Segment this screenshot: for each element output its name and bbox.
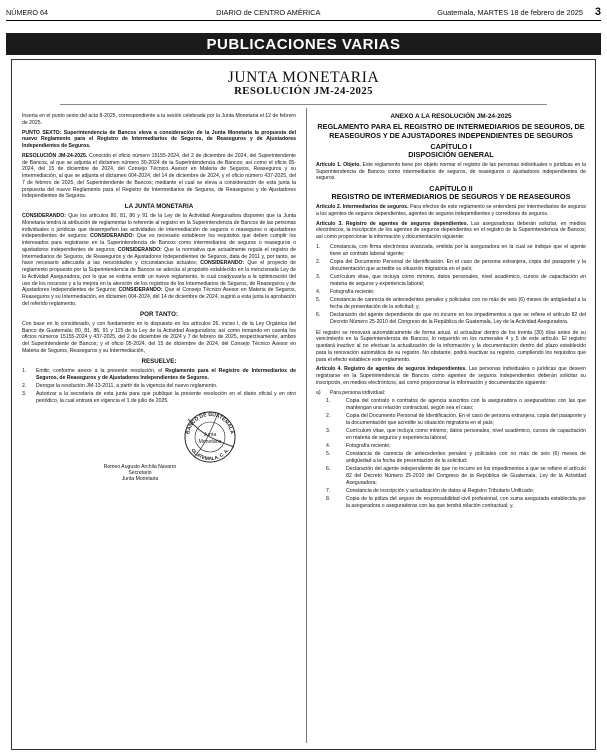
seal-stamp-icon — [174, 407, 246, 465]
article-4-list — [316, 390, 586, 397]
chapter-2-label: CAPÍTULO II — [429, 184, 473, 194]
article-3-closing: El registro se renovará automáticamente de forma anual, al actualizar dentro de los treinta (30) días antes de su vencimiento en la Superintendencia de Bancos, lo requerido en los numerales 4 y 5 de este artículo. El registro quedará inactivo al no efectuar la actualización de la información y la documentación dentro del plazo establecido para la renovación automática de su registro. No obstante, podrá reactivar su registro, cumpliendo los requisitos que para el efecto establece este reglamento. — [316, 329, 586, 363]
article-1: Artículo 1. Objeto. Este reglamento tiene por objeto normar el registro de las personas individuales o jurídicas en la Superintendencia de Bancos como intermediarios de seguros, de reaseguros o ajustadores independientes de seguros. — [316, 161, 586, 182]
list-item: 4. Fotografía reciente; — [326, 442, 391, 449]
signatory-name: Romeo Augusto Archila Navarro — [103, 463, 177, 470]
list-item: 4. Fotografía reciente; — [316, 288, 375, 295]
svg-text:BANCO DE GUATEMALA: BANCO DE GUATEMALA — [185, 411, 235, 435]
junta-heading: LA JUNTA MONETARIA — [124, 203, 194, 210]
page-number: 3 — [594, 6, 601, 18]
svg-text:GUATEMALA, C. A.: GUATEMALA, C. A. — [189, 447, 231, 462]
list-item: 2. Derogar la resolución JM-13-2011, a partir de la vigencia del nuevo reglamento. — [22, 382, 218, 389]
article-2: Artículo 2. Intermediarios de seguros. Para efectos de este reglamento se entenderá por intermediarios de seguros a los agentes de seguros dependientes, agentes de seguros independientes y corredores de seguros. — [316, 204, 587, 217]
list-item: a) Para persona individual: — [316, 389, 386, 396]
article-4: Artículo 4. Registro de agentes de seguros independientes. Las personas individuales o jurídicas que deseen registrarse en la Superintendencia de Bancos como agentes de seguros independientes deberán solicitar su inscripción, en medios electrónicos; así como proporcionar la información y documentación siguiente: — [316, 366, 587, 386]
header-rule — [6, 20, 601, 21]
svg-text:Monetaria: Monetaria — [198, 438, 222, 445]
chapter-2-title: REGISTRO DE INTERMEDIARIOS DE SEGUROS Y DE REASEGUROS — [331, 192, 571, 202]
list-item: 5. Constancia de carencia de antecedentes penales y policiales con no más de seis (6) meses de antigüedad a la fecha de presentación de la solicitud; y, — [316, 297, 586, 310]
considerando-paragraph: CONSIDERANDO: Que los artículos 80, 81, 86 y 91 de la Ley de la Actividad Aseguradora disponen que la Junta Monetaria tendrá la atribución de reglamentar lo referente al registro en la Superintendencia de Bancos de las personas individuales o jurídicas que desempeñen las actividades de intermediación de seguros o reaseguros o ajustadores independientes de seguros; CONSIDERANDO: Que es necesario establecer los requisitos que deben cumplir los interesados para registrarse en la Superintendencia de Bancos como intermediarios de seguros o reaseguros o ajustadores independientes de seguros; CONSIDERANDO: Que la normativa que actualmente regula el registro de Intermediarios de Seguros, de Reaseguros y de Ajustadores Independientes de Seguros, data de 2011 y, por tanto, se hace necesario adecuarla a las necesidades y circunstancias actuales; CONSIDERANDO: Que el proyecto de reglamento propuesto por la Superintendencia de Bancos se adecúa al propósito establecido en la mencionada Ley de la Actividad Aseguradora, por lo que se estima emitir un nuevo reglamento, lo cual coadyuvaría a la optimización del uso de los recursos y a la mejora en la atención de los registros de los Intermediarios de Seguros, de Reaseguros y de Ajustadores Independientes de Seguros; CONSIDERANDO: Que el Consejo Técnico Asesor en Materia de Seguros, Reaseguros y su Intermediación, en dictamen 004-2024, del 14 de diciembre de 2024, sugirió a esta junta la aprobación del referido reglamento, — [22, 213, 297, 307]
list-item: 8. Copia de la póliza del seguro de responsabilidad civil profesional, con suma asegurada establecida por la aseguradora o aseguradoras con las que tendrá relación contractual; y, — [326, 496, 586, 509]
list-item: 6. Declaración del agente independiente de que no incurre en los impedimentos a que se refiere el artículo 82 del Decreto Número 25-2010 del Congreso de la República de Guatemala, Ley de la Actividad Aseguradora; — [326, 466, 586, 486]
list-item: 1. Constancia, con firma electrónica avanzada, emitida por la aseguradora en la cual se indique que el agente tiene un contrato laboral vigente; — [316, 243, 586, 257]
resuelve-list — [22, 368, 296, 405]
svg-text:Junta: Junta — [203, 431, 217, 438]
article-3: Artículo 3. Registro de agentes de seguros dependientes. Las aseguradoras deberán solicitar, en medios electrónicos, la inscripción de los agentes de seguros dependientes en el registro de la Superintendencia de Bancos; así como proporcionar la información y documentación siguiente: — [316, 220, 587, 241]
list-item: 3. Currículum vitae, que incluya como mínimo, datos personales, nivel académico, cursos de capacitación en materia de seguros y experiencia laboral; — [316, 273, 586, 287]
punto-sexto: PUNTO SEXTO: Superintendencia de Bancos eleva a consideración de la Junta Monetaria la propuesta del nuevo Reglamento para el Registro de Intermediarios de Seguros, de Reaseguros y de Ajustadores Independientes de Seguros. — [22, 129, 296, 149]
regulation-title: REGLAMENTO PARA EL REGISTRO DE INTERMEDIARIOS DE SEGUROS, DE REASEGUROS Y DE AJUSTADORES INDEPENDIENTES DE SEGUROS — [317, 122, 585, 140]
list-item: 1. Copia del contrato o contratos de agencia suscritos con la aseguradora o aseguradoras con las que mantengan una relación contractual, según sea el caso; — [326, 397, 586, 411]
issue-date: Guatemala, MARTES 18 de febrero de 2025 — [437, 7, 583, 17]
signatory — [90, 464, 190, 483]
page-subtitle: RESOLUCIÓN JM-24-2025 — [234, 85, 373, 97]
article-4-sublist — [326, 398, 586, 510]
section-banner: PUBLICACIONES VARIAS — [6, 33, 601, 55]
list-item: 3. Autorizar a la secretaría de esta junta para que publique la presente resolución en el diario oficial y en otro periódico, la cual entrará en vigencia el 1 de julio de 2025. — [22, 391, 296, 404]
list-item: 1. Emitir, conforme anexo a la presente resolución, el Reglamento para el Registro de Intermediarios de Seguros, de Reaseguros y de Ajustadores Independientes de Seguros. — [22, 367, 296, 381]
list-item: 2. Copia del Documento Personal de Identificación. En el caso de persona extranjera, copia del pasaporte y la documentación que acredite su situación migratoria en el país; — [316, 258, 586, 272]
article-3-list — [316, 244, 586, 326]
list-item: 3. Currículum vitae, que incluya como mínimo, datos personales, nivel académico, cursos de capacitación en materia de seguros y experiencia laboral; — [326, 427, 586, 441]
signatory-org: Junta Monetaria — [121, 476, 159, 483]
annex-heading: ANEXO A LA RESOLUCIÓN JM-24-2025 — [390, 113, 512, 120]
page-header — [6, 4, 601, 20]
page-title: JUNTA MONETARIA — [227, 69, 380, 86]
list-item: 7. Constancia de inscripción y actualización de datos al Registro Tributario Unificado; — [326, 487, 535, 494]
column-divider — [306, 108, 307, 743]
intro-paragraph: Inserta en el punto sexto del acta 8-2025, correspondiente a la sesión celebrada por la Junta Monetaria el 12 de febrero de 2025. — [22, 113, 296, 126]
newspaper-name: DIARIO de CENTRO AMÉRICA — [216, 7, 321, 17]
chapter-1-title: DISPOSICIÓN GENERAL — [408, 149, 494, 159]
por-tanto-paragraph: Con base en lo considerado, y con fundamento en lo dispuesto en los artículos 26, inciso l, de la Ley Orgánica del Banco de Guatemala; 80, 81, 86, 91 y 115 de la Ley de la Actividad Aseguradora; así como tomando en cuenta los oficios números 15155-2024 y 437-2025, del 2 de diciembre de 2024 y 7 de febrero de 2025, respectivamente, ambos del Superintendente de Bancos; y el oficio 05-2024, del 15 de diciembre de 2024, del Consejo Técnico Asesor en Materia de Seguros, Reaseguros y su Intermediación, — [22, 320, 296, 354]
left-column — [22, 113, 296, 499]
right-column — [316, 113, 586, 514]
list-item: 5. Constancia de carencia de antecedentes penales y policiales con no más de seis (6) meses de antigüedad a la fecha de presentación de la solicitud; — [326, 451, 586, 464]
resuelve-heading: RESUELVE: — [141, 357, 177, 365]
title-divider — [60, 104, 547, 105]
resolution-paragraph: RESOLUCIÓN JM-24-2025. Conocido el oficio número 15155-2024, del 2 de diciembre de 2024, del Superintendente de Bancos, al que se adjunta el dictamen número 30-2024 de la Superintendencia de Bancos; así como el oficio 05-2024, del 15 de diciembre de 2024, del Consejo Técnico Asesor en Materia de Seguros, Reaseguros y su Intermediación, al que se adjunta el dictamen 004-2024, del 14 de diciembre de 2024, y el oficio número 437-2025, del 7 de febrero de 2025, del Superintendente de Bancos; mediante el cual se eleva a consideración de esta junta la propuesta del nuevo Reglamento para el Registro de Intermediarios de Seguros, de Reaseguros y de Ajustadores Independientes de Seguros. — [22, 152, 296, 200]
chapter-1-label: CAPÍTULO I — [430, 141, 472, 151]
issue-number: NÚMERO 64 — [6, 7, 48, 17]
list-item: 2. Copia del Documento Personal de Identificación. En el caso de persona extranjera, copia del pasaporte y la documentación que acredite su situación migratoria en el país; — [326, 412, 586, 426]
signatory-role: Secretario — [128, 469, 152, 476]
por-tanto-heading: POR TANTO: — [140, 310, 178, 318]
signature-block — [22, 409, 296, 499]
list-item: 6. Declaración del agente dependiente de que no incurre en los impedimentos a que se refiere el artículo 82 del Decreto Número 25-2010 del Congreso de la República de Guatemala, Ley de la Actividad Aseguradora. — [316, 312, 586, 325]
